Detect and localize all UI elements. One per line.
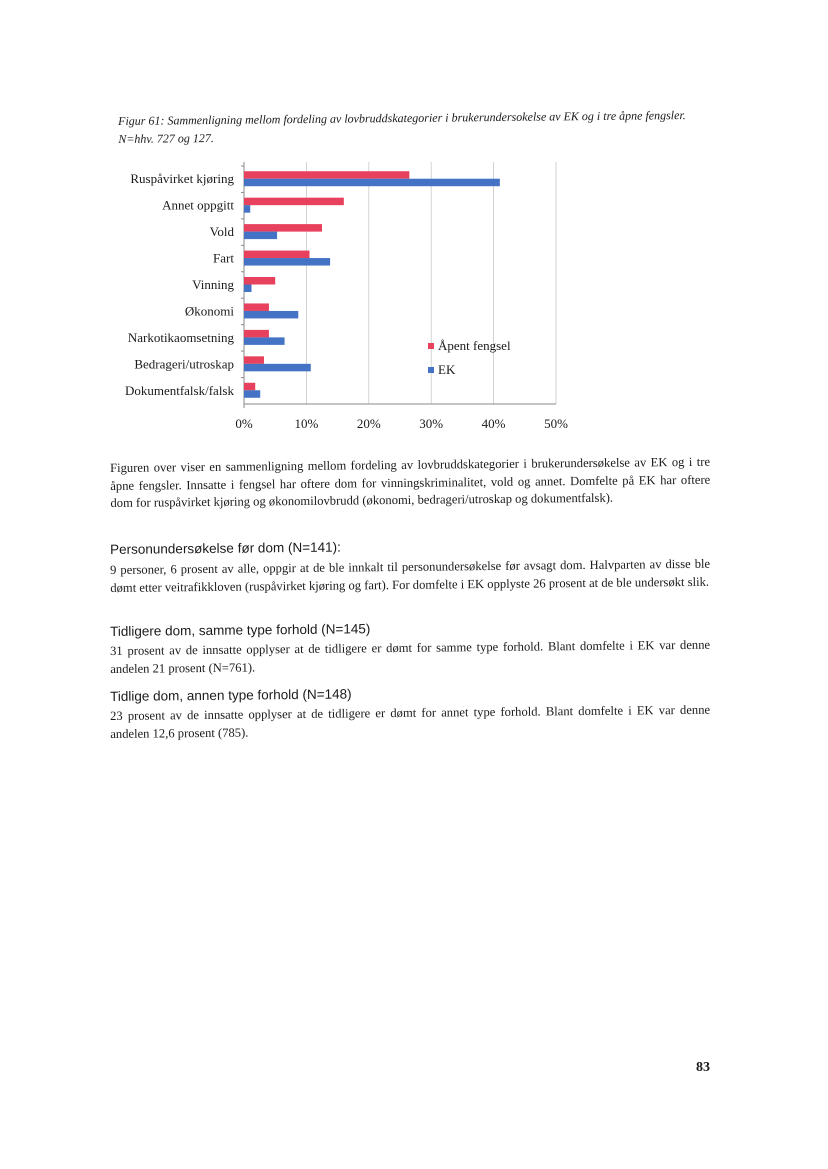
bar-apent-fengsel <box>244 198 344 206</box>
bar-ek <box>244 179 500 187</box>
bar-ek <box>244 337 285 345</box>
bar-apent-fengsel <box>244 356 264 364</box>
bar-apent-fengsel <box>244 224 322 232</box>
bar-apent-fengsel <box>244 303 269 311</box>
bar-apent-fengsel <box>244 383 255 391</box>
category-label: Bedrageri/utroskap <box>134 356 234 372</box>
x-tick-label: 0% <box>235 416 253 431</box>
category-label: Vinning <box>192 277 234 292</box>
bar-chart <box>112 158 582 440</box>
x-tick-label: 20% <box>356 416 381 431</box>
legend-label-apent-fengsel: Åpent fengsel <box>438 338 511 353</box>
category-label: Økonomi <box>184 303 234 319</box>
intro-paragraph: Figuren over viser en sammenligning mellom fordeling av lovbruddskategorier i brukerundersøkelse av EK og i tre åpne fengsler. Innsatte i fengsel har oftere dom for vinningskriminalitet, vold og annet. Domfelte på EK har oftere dom for ruspåvirket kjøring og økonomilovbrudd (økonomi, bedrageri/utroskap og dokumentfalsk). <box>110 454 711 510</box>
legend-swatch-apent-fengsel <box>428 343 434 349</box>
category-label: Ruspåvirket kjøring <box>130 171 234 187</box>
bar-ek <box>244 285 251 293</box>
bar-ek <box>244 258 330 266</box>
section-text-personundersokelse: 9 personer, 6 prosent av alle, oppgir at de ble innkalt til personundersøkelse før avsagt dom. Halvparten av disse ble dømt etter veitrafikkloven (ruspåvirket kjøring og fart). For domfelte i EK opplyste 26 prosent at de ble undersøkt slik. <box>110 556 711 595</box>
bar-apent-fengsel <box>244 171 409 179</box>
legend-swatch-ek <box>428 367 434 373</box>
bar-ek <box>244 311 298 319</box>
bar-apent-fengsel <box>244 251 310 258</box>
x-tick-label: 40% <box>481 416 506 431</box>
category-label: Vold <box>209 224 234 240</box>
page-number: 83 <box>696 1060 710 1075</box>
section-heading-personundersokelse: Personundersøkelse før dom (N=141): <box>110 539 341 557</box>
bar-ek <box>244 364 311 372</box>
bar-apent-fengsel <box>244 330 269 338</box>
section-heading-annen-type: Tidlige dom, annen type forhold (N=148) <box>110 686 352 704</box>
bar-apent-fengsel <box>244 277 275 285</box>
section-heading-samme-type: Tidligere dom, samme type forhold (N=145) <box>110 621 371 639</box>
section-text-annen-type: 23 prosent av de innsatte opplyser at de tidligere er dømt for annet type forhold. Blant domfelte i EK var denne andelen 12,6 prosent (785). <box>110 702 711 741</box>
x-tick-label: 10% <box>294 416 319 431</box>
x-tick-label: 50% <box>544 416 568 431</box>
section-text-samme-type: 31 prosent av de innsatte opplyser at de tidligere er dømt for samme type forhold. Blant domfelte i EK var denne andelen 21 prosent (N=761). <box>110 637 711 676</box>
category-label: Fart <box>213 250 234 266</box>
category-label: Narkotikaomsetning <box>127 329 234 345</box>
legend-label-ek: EK <box>438 362 456 377</box>
bar-ek <box>244 205 250 213</box>
figure-caption: Figur 61: Sammenligning mellom fordeling av lovbruddskategorier i brukerundersokelse av EK og i tre åpne fengsler. N=hhv. 727 og 127. <box>118 108 686 146</box>
bar-ek <box>244 390 260 398</box>
category-label: Annet oppgitt <box>162 197 234 213</box>
category-label: Dokumentfalsk/falsk <box>124 382 234 398</box>
x-tick-label: 30% <box>419 416 444 431</box>
bar-ek <box>244 232 277 240</box>
